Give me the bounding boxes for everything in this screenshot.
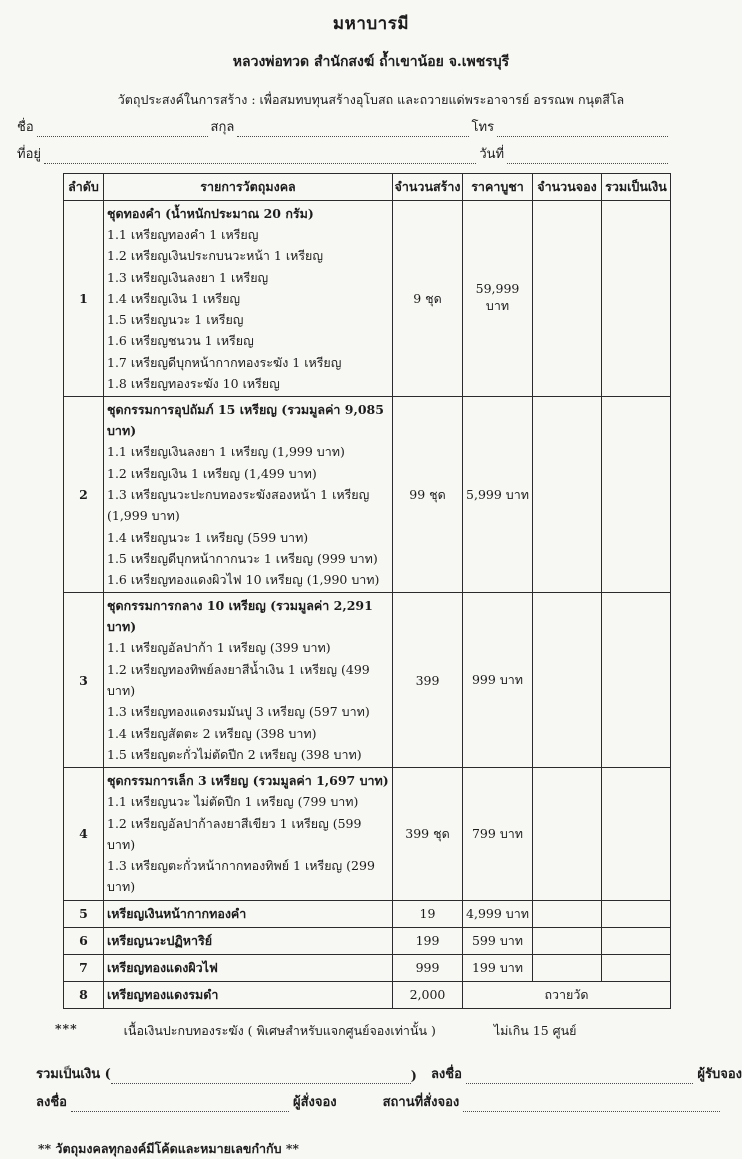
orderer-sign-dotted-fill xyxy=(71,1098,289,1112)
surname-dotted-fill xyxy=(237,123,468,137)
total-amount-line xyxy=(36,1065,742,1084)
date-label: วันที่ xyxy=(479,147,505,162)
final-note: ** วัตถุมงคลทุกองค์มีโค้ดและหมายเลขกำกับ ** xyxy=(38,1140,299,1156)
address-date-line xyxy=(17,146,668,164)
item-description-cell xyxy=(104,201,393,397)
table-header-row xyxy=(64,174,671,201)
order-row xyxy=(64,900,671,927)
price-cell: 999 บาท xyxy=(463,593,533,768)
col-header-qty-reserved: จำนวนจอง xyxy=(533,174,602,201)
price-cell: 799 บาท xyxy=(463,768,533,900)
total-cell xyxy=(602,900,671,927)
item-line: 1.1 เหรียญทองคำ 1 เหรียญ xyxy=(107,227,259,242)
total-amount-dotted-fill xyxy=(111,1070,411,1084)
total-cell xyxy=(602,201,671,397)
footnote-marker: *** xyxy=(55,1020,78,1036)
item-line: 1.1 เหรียญอัลปาก้า 1 เหรียญ (399 บาท) xyxy=(107,640,331,656)
row-number-cell: 8 xyxy=(64,981,104,1008)
item-line: 1.3 เหรียญเงินลงยา 1 เหรียญ xyxy=(107,269,269,285)
item-line: 1.4 เหรียญเงิน 1 เหรียญ xyxy=(107,290,241,306)
order-row xyxy=(64,981,671,1008)
total-cell xyxy=(602,768,671,900)
phone-dotted-fill xyxy=(497,123,668,137)
item-set-title: เหรียญทองแดงรมดำ xyxy=(107,987,219,1003)
item-set-title: ชุดกรรมการกลาง 10 เหรียญ (รวมมูลค่า 2,291 บาท) xyxy=(107,598,373,635)
qty-made-cell: 199 xyxy=(393,927,463,954)
place-label: สถานที่สั่งจอง xyxy=(382,1094,460,1110)
item-set-title: ชุดกรรมการเล็ก 3 เหรียญ (รวมมูลค่า 1,697 บาท) xyxy=(107,773,389,789)
item-line: 1.3 เหรียญตะกั่วหน้ากากทองทิพย์ 1 เหรียญ (299 บาท) xyxy=(107,858,375,895)
order-row xyxy=(64,397,671,593)
footnote-text: เนื้อเงินปะกบทองระฆัง ( พิเศษสำหรับแจกศูนย์จองเท่านั้น ) xyxy=(123,1022,436,1038)
qty-made-cell: 2,000 xyxy=(393,981,463,1008)
total-amount-label: รวมเป็นเงิน ( xyxy=(36,1066,111,1082)
phone-label: โทร xyxy=(471,120,495,135)
row-number-cell: 5 xyxy=(64,900,104,927)
order-table xyxy=(63,173,671,1009)
orderer-label: ผู้สั่งจอง xyxy=(292,1094,337,1110)
total-cell xyxy=(602,954,671,981)
name-label: ชื่อ xyxy=(17,120,34,135)
item-line: 1.2 เหรียญเงินประกบนวะหน้า 1 เหรียญ xyxy=(107,248,324,264)
orderer-sign-label: ลงชื่อ xyxy=(36,1094,67,1110)
row-number-cell: 7 xyxy=(64,954,104,981)
item-line: 1.3 เหรียญนวะปะกบทองระฆังสองหน้า 1 เหรียญ (1,999 บาท) xyxy=(107,486,370,524)
total-cell xyxy=(602,927,671,954)
qty-made-cell: 399 xyxy=(393,593,463,768)
item-description-cell xyxy=(104,397,393,593)
item-description-cell xyxy=(104,900,393,927)
item-set-title: เหรียญเงินหน้ากากทองคำ xyxy=(107,906,247,922)
item-line: 1.8 เหรียญทองระฆัง 10 เหรียญ xyxy=(107,376,280,392)
item-line: 1.1 เหรียญเงินลงยา 1 เหรียญ (1,999 บาท) xyxy=(107,444,345,460)
item-line: 1.2 เหรียญเงิน 1 เหรียญ (1,499 บาท) xyxy=(107,465,317,481)
place-dotted-fill xyxy=(463,1098,720,1112)
orderer-sign-line xyxy=(36,1093,720,1112)
footnote-limit: ไม่เกิน 15 ศูนย์ xyxy=(493,1022,577,1038)
qty-made-cell: 99 ชุด xyxy=(393,397,463,593)
item-line: 1.4 เหรียญสัตตะ 2 เหรียญ (398 บาท) xyxy=(107,725,317,741)
merged-donation-cell: ถวายวัด xyxy=(463,981,671,1008)
item-description-cell xyxy=(104,768,393,900)
qty-made-cell: 399 ชุด xyxy=(393,768,463,900)
row-number-cell: 4 xyxy=(64,768,104,900)
receiver-sign-dotted-fill xyxy=(466,1070,693,1084)
item-line: 1.6 เหรียญชนวน 1 เหรียญ xyxy=(107,333,254,349)
item-line: 1.6 เหรียญทองแดงผิวไฟ 10 เหรียญ (1,990 บาท) xyxy=(107,572,380,588)
item-set-title: ชุดกรรมการอุปถัมภ์ 15 เหรียญ (รวมมูลค่า 9,085 บาท) xyxy=(107,402,384,439)
name-dotted-fill xyxy=(37,123,208,137)
date-dotted-fill xyxy=(507,150,668,164)
order-row xyxy=(64,768,671,900)
receiver-sign-label: ลงชื่อ xyxy=(430,1066,462,1082)
item-line: 1.5 เหรียญนวะ 1 เหรียญ xyxy=(107,312,244,328)
item-set-title: เหรียญนวะปฏิหาริย์ xyxy=(107,933,213,949)
item-line: 1.4 เหรียญนวะ 1 เหรียญ (599 บาท) xyxy=(107,529,309,545)
item-line: 1.3 เหรียญทองแดงรมมันปู 3 เหรียญ (597 บาท) xyxy=(107,704,370,720)
total-amount-close: ) xyxy=(410,1068,417,1084)
purpose-line: วัตถุประสงค์ในการสร้าง : เพื่อสมทบทุนสร้างอุโบสถ และถวายแด่พระอาจารย์ อรรณพ กนุตสีโล xyxy=(117,92,625,107)
qty-made-cell: 9 ชุด xyxy=(393,201,463,397)
address-label: ที่อยู่ xyxy=(17,147,41,162)
price-cell: 4,999 บาท xyxy=(463,900,533,927)
item-line: 1.1 เหรียญนวะ ไม่ตัดปีก 1 เหรียญ (799 บาท) xyxy=(107,794,359,810)
row-number-cell: 6 xyxy=(64,927,104,954)
item-description-cell xyxy=(104,593,393,768)
signature-block xyxy=(36,1065,742,1112)
order-row xyxy=(64,593,671,768)
item-line: 1.2 เหรียญอัลปาก้าลงยาสีเขียว 1 เหรียญ (599 บาท) xyxy=(107,815,362,852)
col-header-index: ลำดับ xyxy=(64,174,104,201)
reserved-cell xyxy=(533,900,602,927)
item-line: 1.5 เหรียญตะกั่วไม่ตัดปีก 2 เหรียญ (398 บาท) xyxy=(107,746,362,762)
item-set-title: เหรียญทองแดงผิวไฟ xyxy=(107,960,218,976)
receiver-label: ผู้รับจอง xyxy=(697,1066,742,1082)
row-number-cell: 2 xyxy=(64,397,104,593)
order-row xyxy=(64,927,671,954)
col-header-price: ราคาบูชา xyxy=(463,174,533,201)
price-cell: 59,999 บาท xyxy=(463,201,533,397)
price-cell: 5,999 บาท xyxy=(463,397,533,593)
item-line: 1.5 เหรียญดีบุกหน้ากากนวะ 1 เหรียญ (999 บาท) xyxy=(107,550,378,566)
reserved-cell xyxy=(533,927,602,954)
total-cell xyxy=(602,593,671,768)
price-cell: 199 บาท xyxy=(463,954,533,981)
address-dotted-fill xyxy=(44,150,476,164)
item-description-cell xyxy=(104,927,393,954)
item-description-cell xyxy=(104,954,393,981)
surname-label: สกุล xyxy=(210,120,235,135)
row-number-cell: 1 xyxy=(64,201,104,397)
row-number-cell: 3 xyxy=(64,593,104,768)
page-title: มหาบารมี xyxy=(332,14,410,34)
reserved-cell xyxy=(533,397,602,593)
col-header-total: รวมเป็นเงิน xyxy=(602,174,671,201)
col-header-item-list: รายการวัตถุมงคล xyxy=(104,174,393,201)
order-row xyxy=(64,954,671,981)
total-cell xyxy=(602,397,671,593)
item-line: 1.7 เหรียญดีบุกหน้ากากทองระฆัง 1 เหรียญ xyxy=(107,354,342,370)
reserved-cell xyxy=(533,201,602,397)
item-set-title: ชุดทองคำ (น้ำหนักประมาณ 20 กรัม) xyxy=(107,206,314,221)
price-cell: 599 บาท xyxy=(463,927,533,954)
qty-made-cell: 19 xyxy=(393,900,463,927)
item-description-cell xyxy=(104,981,393,1008)
footnote-line xyxy=(55,1021,742,1041)
qty-made-cell: 999 xyxy=(393,954,463,981)
reserved-cell xyxy=(533,768,602,900)
reserved-cell xyxy=(533,593,602,768)
item-line: 1.2 เหรียญทองทิพย์ลงยาสีน้ำเงิน 1 เหรียญ (499 บาท) xyxy=(107,661,370,699)
name-phone-line xyxy=(17,119,668,137)
reserved-cell xyxy=(533,954,602,981)
col-header-qty-made: จำนวนสร้าง xyxy=(393,174,463,201)
order-row xyxy=(64,201,671,397)
page-subtitle: หลวงพ่อทวด สำนักสงฆ์ ถ้ำเขาน้อย จ.เพชรบุรี xyxy=(232,54,510,70)
